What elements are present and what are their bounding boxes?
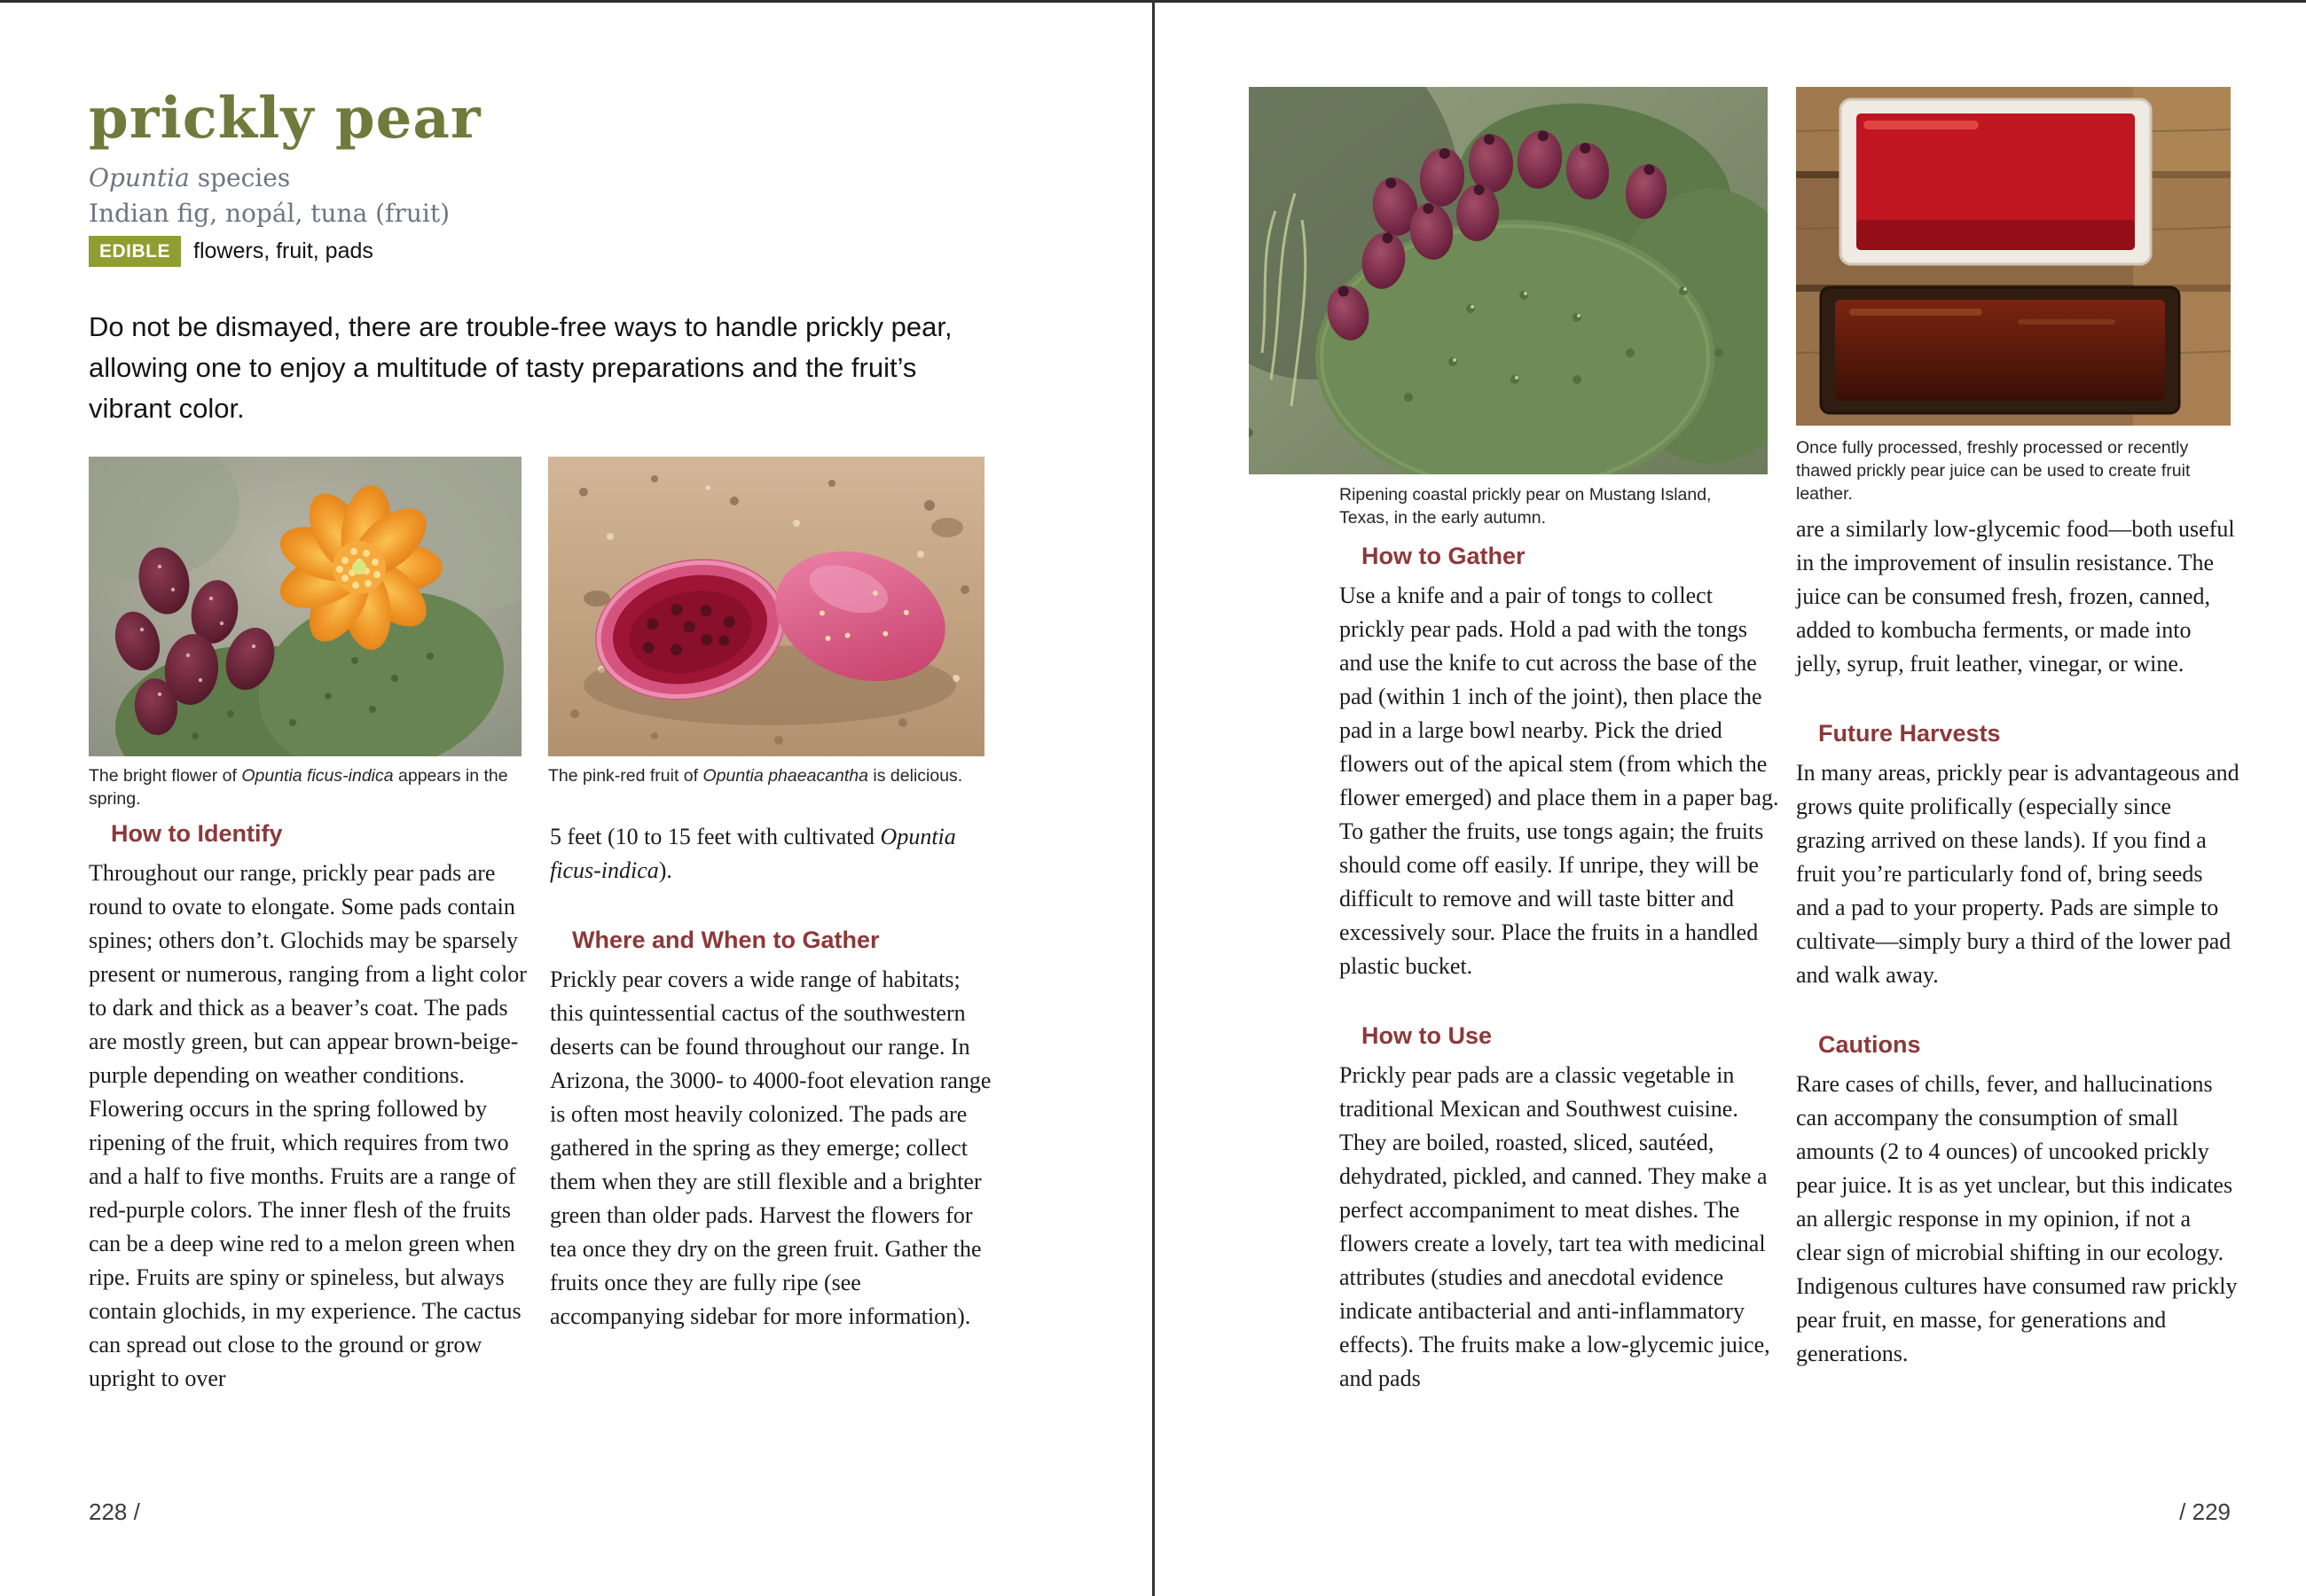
heading-cautions: Cautions bbox=[1818, 1031, 1921, 1058]
cactus-photo-illustration bbox=[1249, 87, 1768, 474]
flower-photo bbox=[89, 457, 522, 756]
fruit-photo bbox=[548, 457, 984, 756]
heading-how-to-use: How to Use bbox=[1361, 1022, 1493, 1049]
column-where-when bbox=[550, 820, 993, 1334]
body-where-when-gather: Prickly pear covers a wide range of habitats; this quintessential cactus of the southwestern deserts can be found throughout our range. In Arizona, the 3000- to 4000-foot elevation range is often most heavily colonized. The pads are gathered in the spring as they emerge; collect them when they are still flexible and a brighter green than older pads. Harvest the flowers for tea once they dry on the green fruit. Gather the fruits once they are fully ripe (see accompanying sidebar for more information). bbox=[550, 966, 992, 1329]
cactus-photo bbox=[1249, 87, 1768, 474]
body-use-continued: are a similarly low-glycemic food—both useful in the improvement of insulin resistance. The juice can be consumed fresh, frozen, canned, added to kombucha ferments, or made into jelly, syrup, fruit leather, vinegar, or wine. bbox=[1796, 516, 2235, 677]
heading-where-when-gather: Where and When to Gather bbox=[572, 927, 880, 953]
edible-parts-label: flowers, fruit, pads bbox=[193, 239, 373, 263]
juice-photo bbox=[1796, 87, 2231, 426]
intro-paragraph: Do not be dismayed, there are trouble-free ways to handle prickly pear, allowing one to enjoy a multitude of tasty preparations and the fruit’s vibrant color. bbox=[89, 311, 953, 424]
column-identify bbox=[89, 820, 532, 1396]
heading-how-to-identify: How to Identify bbox=[111, 820, 283, 847]
body-how-to-identify: Throughout our range, prickly pear pads are round to ovate to elongate. Some pads contain spines; others don’t. Glochids may be sparsely present or numerous, ranging from a light color to dark and thick as a beaver’s coat. The pads are mostly green, but can appear brown-beige-purple depending on weather conditions. Flowering occurs in the spring followed by ripening of the fruit, which requires from two and a half to five months. Fruits are a range of red-purple colors. The inner flesh of the fruits can be a deep wine red to a melon green when ripe. Fruits are spiny or spineless, but always contain glochids, in my experience. The cactus can spread out close to the ground or grow upright to over bbox=[89, 860, 527, 1391]
body-how-to-use: Prickly pear pads are a classic vegetable in traditional Mexican and Southwest cuisine. They are boiled, roasted, sliced, sautéed, dehydrated, pickled, and canned. They make a perfect accompaniment to meat dishes. The flowers create a lovely, tart tea with medicinal attributes (studies and anecdotal evidence indicate antibacterial and anti-inflammatory effects). The fruits make a low-glycemic juice, and pads bbox=[1339, 1062, 1770, 1391]
caption-flower: The bright flower of Opuntia ficus-indica appears in the spring. bbox=[89, 766, 508, 809]
page-divider bbox=[1152, 0, 1155, 1596]
caption-fruit: The pink-red fruit of Opuntia phaeacantha is delicious. bbox=[548, 766, 963, 786]
species-line: Opuntia species bbox=[89, 163, 291, 192]
body-identify-continued: 5 feet (10 to 15 feet with cultivated Opuntia ficus-indica). bbox=[550, 824, 956, 883]
body-future-harvests: In many areas, prickly pear is advantageous and grows quite prolifically (especially since grazing arrived on these lands). If you find a fruit you’re particularly fond of, bring seeds and a pad to your property. Pads are simple to cultivate—simply bury a third of the lower pad and walk away. bbox=[1796, 760, 2239, 988]
common-names-line: Indian fig, nopál, tuna (fruit) bbox=[89, 199, 451, 228]
column-future-cautions bbox=[1796, 512, 2239, 1371]
body-cautions: Rare cases of chills, fever, and hallucinations can accompany the consumption of small amounts (2 to 4 ounces) of uncooked prickly pear juice. It is as yet unclear, but this indicates an allergic response in my opinion, if not a clear sign of microbial shifting in our ecology. Indigenous cultures have consumed raw prickly pear fruit, en masse, for generations and generations. bbox=[1796, 1071, 2238, 1366]
caption-cactus: Ripening coastal prickly pear on Mustang Island, Texas, in the early autumn. bbox=[1339, 485, 1712, 528]
column-gather-use bbox=[1339, 543, 1783, 1396]
heading-how-to-gather: How to Gather bbox=[1361, 543, 1526, 569]
flower-photo-illustration bbox=[89, 457, 522, 756]
edible-row bbox=[89, 236, 373, 267]
page-number-left: 228 / bbox=[89, 1498, 140, 1525]
juice-photo-illustration bbox=[1796, 87, 2231, 426]
page-title: prickly pear bbox=[89, 85, 482, 152]
edible-badge: EDIBLE bbox=[89, 236, 181, 267]
fruit-photo-illustration bbox=[548, 457, 984, 756]
body-how-to-gather: Use a knife and a pair of tongs to collect prickly pear pads. Hold a pad with the tongs and use the knife to cut across the base of the pad (within 1 inch of the joint), then place the pad in a large bowl nearby. Pick the dried flowers out of the apical stem (from which the flower emerged) and place them in a paper bag. To gather the fruits, use tongs again; the fruits should come off easily. If unripe, they will be difficult to remove and will taste bitter and excessively sour. Place the fruits in a handled plastic bucket. bbox=[1339, 583, 1779, 979]
page-number-right: / 229 bbox=[2179, 1498, 2231, 1525]
caption-juice: Once fully processed, freshly processed or recently thawed prickly pear juice can be used to create fruit leather. bbox=[1796, 438, 2191, 504]
heading-future-harvests: Future Harvests bbox=[1818, 720, 2001, 747]
